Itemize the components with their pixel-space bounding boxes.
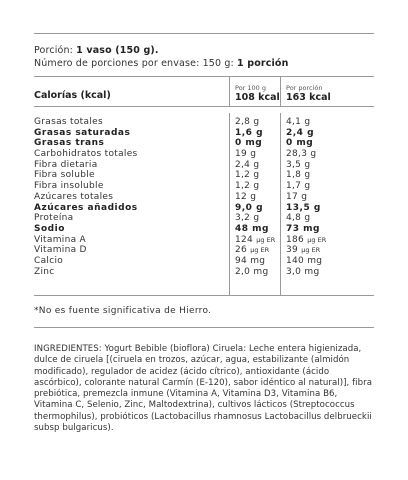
nutrient-name: Vitamina D (34, 245, 87, 256)
nutrient-row (34, 117, 374, 128)
nutrient-row (34, 245, 374, 256)
nutrient-row (34, 267, 374, 278)
nutrient-per-100g-unit: μg ER (250, 246, 270, 255)
nutrient-per-portion (286, 117, 310, 128)
nutrient-per-portion-value: 1,7 g (286, 181, 311, 192)
nutrient-per-portion-value: 39 (286, 245, 299, 256)
nutrient-per-100g-value: 9,0 g (235, 202, 264, 213)
nutrient-per-100g (235, 181, 259, 192)
nutrient-name: Vitamina A (34, 234, 87, 245)
nutrient-per-100g (235, 160, 259, 171)
nutrient-per-portion (286, 128, 314, 139)
nutrient-per-portion (286, 181, 310, 192)
nutrient-per-portion (286, 224, 320, 235)
nutrient-per-portion-value: 4,1 g (286, 117, 311, 127)
servings-count-line (34, 58, 289, 70)
nutrient-per-portion-unit: μg ER (307, 235, 327, 244)
table-bottom-divider (34, 295, 374, 296)
nutrient-per-portion (286, 245, 320, 256)
nutrient-row (34, 256, 374, 267)
nutrient-per-portion-value: 28,3 g (286, 149, 317, 160)
nutrient-per-portion-value: 2,4 g (286, 127, 315, 138)
nutrient-per-100g-unit: μg ER (256, 235, 276, 244)
header-divider-bottom (34, 106, 374, 107)
portion-line (34, 45, 159, 57)
nutrient-per-100g (235, 235, 275, 246)
calories-label: Calorías (kcal) (34, 90, 111, 101)
nutrient-per-portion (286, 149, 316, 160)
nutrient-name: Sodio (34, 223, 65, 234)
nutrient-per-portion-unit: μg ER (301, 246, 321, 255)
nutrient-per-100g-value: 94 mg (235, 255, 266, 266)
ingredients-label: INGREDIENTES: Yogurt Bebible (bioflora) Ciruela: (34, 344, 247, 354)
nutrient-per-portion-value: 3,0 mg (286, 266, 320, 277)
nutrient-row (34, 181, 374, 192)
nutrient-row (34, 203, 374, 214)
nutrient-row (34, 192, 374, 203)
nutrient-name: Proteína (34, 213, 74, 224)
nutrient-name: Grasas saturadas (34, 127, 131, 138)
nutrient-per-portion (286, 203, 321, 214)
nutrients-table (34, 117, 374, 277)
header-col-separator-1 (229, 76, 230, 106)
per-100g-calories: 108 kcal (235, 92, 280, 103)
nutrient-name: Fibra insoluble (34, 181, 104, 192)
nutrient-per-portion-value: 186 (286, 234, 305, 245)
header-col-separator-2 (280, 76, 281, 106)
nutrient-name: Carbohidratos totales (34, 149, 138, 160)
nutrient-per-100g-value: 1,2 g (235, 170, 260, 181)
nutrient-per-portion-value: 13,5 g (286, 202, 321, 213)
nutrient-row (34, 128, 374, 139)
nutrient-per-portion (286, 138, 313, 149)
nutrient-name: Azúcares totales (34, 191, 114, 202)
nutrient-name: Grasas totales (34, 117, 103, 127)
nutrient-per-100g-value: 1,6 g (235, 127, 264, 138)
nutrient-per-portion (286, 235, 326, 246)
top-divider (34, 33, 374, 34)
nutrient-per-100g (235, 203, 263, 214)
nutrient-per-100g (235, 117, 259, 128)
nutrient-name: Grasas trans (34, 138, 105, 149)
nutrient-per-100g-value: 3,2 g (235, 213, 260, 224)
nutrient-per-portion-value: 140 mg (286, 255, 323, 266)
nutrient-per-portion-value: 3,5 g (286, 159, 311, 170)
nutrient-per-100g-value: 12 g (235, 191, 257, 202)
nutrient-row (34, 138, 374, 149)
nutrient-row (34, 170, 374, 181)
nutrient-per-100g-value: 26 (235, 245, 248, 256)
nutrient-per-100g-value: 19 g (235, 149, 257, 160)
nutrient-per-100g (235, 149, 256, 160)
nutrient-per-100g-value: 2,8 g (235, 117, 260, 127)
per-portion-header: Por porción (286, 84, 323, 92)
nutrient-per-portion (286, 256, 322, 267)
ingredients-divider (34, 327, 374, 328)
nutrient-per-100g-value: 1,2 g (235, 181, 260, 192)
per-100g-header: Por 100 g (235, 84, 267, 92)
nutrient-name: Fibra soluble (34, 170, 95, 181)
nutrient-per-portion (286, 267, 319, 278)
header-divider-top (34, 76, 374, 77)
nutrient-per-portion (286, 160, 310, 171)
nutrient-per-100g (235, 170, 259, 181)
servings-count-value: 1 porción (237, 58, 289, 69)
nutrient-per-100g (235, 128, 263, 139)
nutrient-per-100g-value: 0 mg (235, 138, 263, 149)
nutrient-per-100g (235, 192, 256, 203)
nutrient-per-100g-value: 2,0 mg (235, 266, 269, 277)
nutrient-name: Azúcares añadidos (34, 202, 138, 213)
nutrient-per-portion (286, 213, 310, 224)
nutrient-row (34, 160, 374, 171)
nutrient-per-100g (235, 267, 268, 278)
nutrient-per-100g-value: 2,4 g (235, 159, 260, 170)
footnote: *No es fuente significativa de Hierro. (34, 306, 212, 316)
nutrient-per-100g-value: 124 (235, 234, 254, 245)
nutrient-row (34, 213, 374, 224)
nutrient-per-portion-value: 0 mg (286, 138, 314, 149)
ingredients-block (34, 344, 374, 434)
nutrient-per-portion-value: 4,8 g (286, 213, 311, 224)
per-portion-calories: 163 kcal (286, 92, 331, 103)
nutrient-per-100g-value: 48 mg (235, 223, 269, 234)
nutrient-per-100g (235, 224, 269, 235)
portion-label: Porción: (34, 45, 73, 56)
nutrient-row (34, 149, 374, 160)
nutrient-name: Calcio (34, 255, 64, 266)
nutrient-per-100g (235, 138, 262, 149)
nutrient-per-portion (286, 170, 310, 181)
nutrient-per-100g (235, 245, 269, 256)
nutrient-name: Fibra dietaria (34, 159, 98, 170)
nutrient-per-portion-value: 17 g (286, 191, 308, 202)
servings-count-label: Número de porciones por envase: 150 g: (34, 58, 234, 69)
nutrient-per-100g (235, 213, 259, 224)
nutrient-per-portion (286, 192, 307, 203)
nutrient-per-100g (235, 256, 265, 267)
portion-value: 1 vaso (150 g). (76, 45, 159, 56)
nutrient-per-portion-value: 73 mg (286, 223, 320, 234)
nutrient-per-portion-value: 1,8 g (286, 170, 311, 181)
ingredients-text: Leche entera higienizada, dulce de ciruela [(ciruela en trozos, azúcar, agua, estabilizante (almidón modificado), regulador de acidez (ácido cítrico), antioxidante (ácido ascórbico), colorante natural Carmín (E-120), sabor idéntico al natural)], fibra prebiótica, premezcla inmune (Vitamina A, Vitamina D3, Vitamina B6, Vitamina C, Selenio, Zinc, Maltodextrina), cultivos lácticos (Streptococcus thermophilus), probióticos (Lactobacillus rhamnosus Lactobacillus delbrueckii subsp bulgaricus). (34, 344, 373, 434)
nutrient-row (34, 224, 374, 235)
nutrient-row (34, 235, 374, 246)
nutrient-name: Zinc (34, 266, 55, 277)
